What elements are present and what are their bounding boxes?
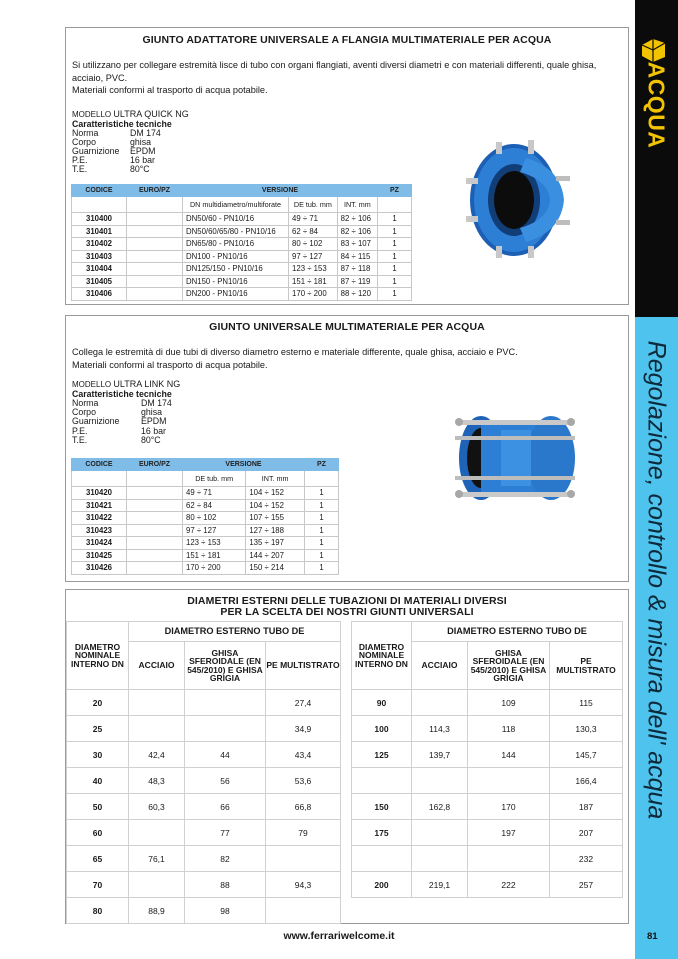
spec-key: Norma — [72, 127, 99, 138]
table-row: 310403 DN100 - PN10/16 97 ÷ 127 84 ÷ 115 1 — [72, 250, 412, 263]
product-table — [71, 184, 412, 301]
table-row: 20 27,4 — [67, 690, 341, 716]
col-codice: CODICE — [72, 459, 127, 471]
spec-value: 16 bar — [130, 155, 155, 166]
spec-key: Corpo — [72, 407, 96, 418]
spec-value: DM 174 — [141, 398, 172, 408]
universal-coupling-image — [451, 396, 591, 521]
spec-value: ghisa — [141, 407, 163, 418]
model-label: MODELLO — [72, 380, 112, 389]
diameter-reference-box — [65, 589, 629, 924]
reference-title: DIAMETRI ESTERNI DELLE TUBAZIONI DI MATERIALI DIVERSI — [187, 595, 507, 607]
table-row: 200 219,1 222 257 — [352, 872, 623, 898]
table-row: 310421 62 ÷ 84 104 ÷ 152 1 — [72, 499, 339, 512]
spec-value: EPDM — [141, 416, 167, 427]
table-row: 310405 DN150 - PN10/16 151 ÷ 181 87 ÷ 119 1 — [72, 275, 412, 288]
table-row: 310420 49 ÷ 71 104 ÷ 152 1 — [72, 487, 339, 500]
category-label: Regolazione, controllo & misura dell' acqua — [642, 340, 671, 820]
col-versione: VERSIONE — [183, 459, 305, 471]
table-row: 310425 151 ÷ 181 144 ÷ 207 1 — [72, 549, 339, 562]
diameter-table-right — [351, 621, 623, 898]
product-note: Materiali conformi al trasporto di acqua potabile. — [72, 85, 268, 95]
table-row: 310402 DN65/80 - PN10/16 80 ÷ 102 83 ÷ 107 1 — [72, 238, 412, 251]
spec-key: T.E. — [72, 164, 88, 175]
table-row: 65 76,1 82 — [67, 846, 341, 872]
col-pz: PZ — [305, 459, 339, 471]
header-ghisa: GHISA SFEROIDALE (EN 545/2010) E GHISA GRIGIA — [185, 642, 266, 690]
table-row: 80 88,9 98 — [67, 898, 341, 924]
table-row: 310406 DN200 - PN10/16 170 ÷ 200 88 ÷ 120 1 — [72, 288, 412, 301]
table-row: 310400 DN50/60 - PN10/16 49 ÷ 71 82 ÷ 106 1 — [72, 213, 412, 226]
table-row: 175 197 207 — [352, 820, 623, 846]
header-pe: PE MULTISTRATO — [266, 642, 341, 690]
header-group: DIAMETRO ESTERNO TUBO DE — [129, 622, 341, 642]
table-row: 100 114,3 118 130,3 — [352, 716, 623, 742]
table-row: 150 162,8 170 187 — [352, 794, 623, 820]
table-row: 310401 DN50/60/65/80 - PN10/16 62 ÷ 84 82 ÷ 106 1 — [72, 225, 412, 238]
spec-value: EPDM — [130, 145, 156, 156]
table-row: 310423 97 ÷ 127 127 ÷ 188 1 — [72, 524, 339, 537]
product-table — [71, 458, 339, 575]
col-versione: VERSIONE — [183, 185, 378, 197]
spec-value: 16 bar — [141, 425, 166, 436]
header-dn: DIAMETRO NOMINALE INTERNO DN — [67, 622, 129, 690]
specs-title: Caratteristiche tecniche — [72, 118, 172, 129]
table-row: 30 42,4 44 43,4 — [67, 742, 341, 768]
table-row: 25 34,9 — [67, 716, 341, 742]
spec-value: DM 174 — [130, 127, 161, 138]
product-title: GIUNTO UNIVERSALE MULTIMATERIALE PER ACQUA — [209, 321, 485, 333]
header-dn: DIAMETRO NOMINALE INTERNO DN — [352, 622, 412, 690]
sub-de: DE tub. mm — [183, 471, 246, 487]
sub-dn: DN multidiametro/multiforate — [183, 197, 289, 213]
spec-key: P.E. — [72, 425, 88, 436]
page-number: 81 — [647, 931, 658, 942]
table-row: 125 139,7 144 145,7 — [352, 742, 623, 768]
col-euro: EURO/PZ — [127, 185, 183, 197]
table-row: 60 77 79 — [67, 820, 341, 846]
product-note: Materiali conformi al trasporto di acqua potabile. — [72, 359, 268, 370]
table-row: 310426 170 ÷ 200 150 ÷ 214 1 — [72, 562, 339, 575]
spec-key: Norma — [72, 398, 99, 408]
model-line — [66, 109, 628, 119]
water-tap-icon — [639, 37, 669, 63]
table-row: 90 109 115 — [352, 690, 623, 716]
sub-int: INT. mm — [337, 197, 377, 213]
spec-key: Guarnizione — [72, 416, 120, 427]
col-pz: PZ — [378, 185, 412, 197]
product-box-ultra-quick — [65, 27, 629, 305]
diameter-table-left — [66, 621, 341, 924]
table-row: 40 48,3 56 53,6 — [67, 768, 341, 794]
product-description: Collega le estremità di due tubi di diverso diametro esterno e materiale differente, quale ghisa, acciaio e PVC. — [72, 347, 518, 357]
spec-key: T.E. — [72, 434, 88, 445]
model-name: ULTRA QUICK NG — [113, 108, 189, 119]
flange-adapter-image — [456, 128, 586, 268]
spec-key: Guarnizione — [72, 145, 120, 156]
table-row: 310404 DN125/150 - PN10/16 123 ÷ 153 87 ÷ 118 1 — [72, 263, 412, 276]
spec-key: P.E. — [72, 155, 88, 166]
product-box-ultra-link — [65, 315, 629, 582]
table-row: 232 — [352, 846, 623, 872]
table-row: 50 60,3 66 66,8 — [67, 794, 341, 820]
header-acciaio: ACCIAIO — [412, 642, 468, 690]
header-acciaio: ACCIAIO — [129, 642, 185, 690]
model-label: MODELLO — [72, 109, 112, 119]
col-codice: CODICE — [72, 185, 127, 197]
product-title: GIUNTO ADATTATORE UNIVERSALE A FLANGIA MULTIMATERIALE PER ACQUA — [142, 34, 552, 46]
product-description: Si utilizzano per collegare estremità lisce di tubo con organi flangiati, aventi diversi diametri e con materiali differenti, quale ghisa, acciaio, PVC. — [72, 60, 597, 83]
header-ghisa: GHISA SFEROIDALE (EN 545/2010) E GHISA GRIGIA — [468, 642, 550, 690]
spec-value: 80°C — [141, 434, 161, 445]
table-row: 310422 80 ÷ 102 107 ÷ 155 1 — [72, 512, 339, 525]
reference-subtitle: PER LA SCELTA DEI NOSTRI GIUNTI UNIVERSALI — [220, 606, 474, 618]
model-line — [66, 379, 628, 389]
col-euro: EURO/PZ — [127, 459, 183, 471]
spec-value: ghisa — [130, 136, 152, 147]
header-group: DIAMETRO ESTERNO TUBO DE — [412, 622, 623, 642]
spec-value: 80°C — [130, 164, 150, 175]
sub-de: DE tub. mm — [289, 197, 338, 213]
header-pe: PE MULTISTRATO — [550, 642, 623, 690]
table-row: 70 88 94,3 — [67, 872, 341, 898]
footer-url[interactable]: www.ferrariwelcome.it — [283, 930, 395, 942]
section-label: ACQUA — [643, 61, 670, 149]
sub-int: INT. mm — [246, 471, 305, 487]
model-name: ULTRA LINK NG — [113, 379, 181, 389]
spec-key: Corpo — [72, 136, 96, 147]
specs-title: Caratteristiche tecniche — [72, 389, 172, 399]
table-row: 310424 123 ÷ 153 135 ÷ 197 1 — [72, 537, 339, 550]
table-row: 166,4 — [352, 768, 623, 794]
